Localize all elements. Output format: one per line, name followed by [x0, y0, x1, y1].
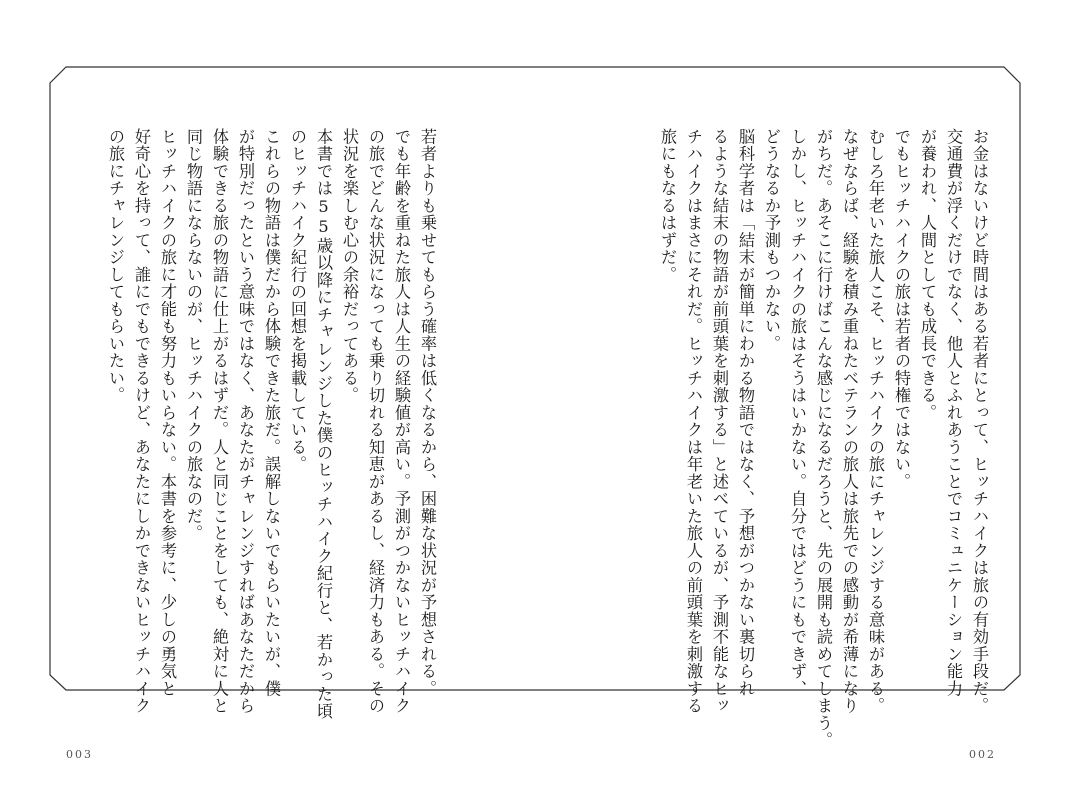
text-line: 若者よりも乗せてもらう確率は低くなるから、困難な状況が予想される。 [418, 128, 437, 698]
text-line: むしろ年老いた旅人こそ、ヒッチハイクの旅にチャレンジする意味がある。 [866, 128, 885, 715]
text-line: 同じ物語にならないのが、ヒッチハイクの旅なのだ。 [184, 128, 203, 542]
text-line: チハイクはまさにそれだ。ヒッチハイクは年老いた旅人の前頭葉を刺激する [684, 128, 703, 715]
text-line: 旅にもなるはずだ。 [658, 128, 677, 284]
text-line: しかし、ヒッチハイクの旅はそうはいかない。自分ではどうにもできず、 [788, 128, 807, 698]
text-line: どうなるか予測もつかない。 [762, 128, 781, 353]
text-line: の旅でどんな状況になっても乗り切れる知恵があるし、経済力もある。その [366, 128, 385, 715]
text-line: 好奇心を持って、誰にでもできるけど、あなたにしかできないヒッチハイク [132, 128, 151, 715]
page-number-right: 002 [969, 748, 996, 761]
text-line: 本書では55歳以降にチャレンジした僕のヒッチハイク紀行と、若かった頃 [314, 128, 333, 721]
text-line: 交通費が浮くだけでなく、他人とふれあうことでコミュニケーション能力 [944, 128, 963, 698]
text-line: なぜならば、経験を積み重ねたベテランの旅人は旅先での感動が希薄になり [840, 128, 859, 715]
text-line: お金はないけど時間はある若者にとって、ヒッチハイクは旅の有効手段だ。 [970, 128, 989, 715]
left-page-text [102, 128, 440, 721]
right-page-text [654, 128, 992, 749]
text-line: ヒッチハイクの旅に才能も努力もいらない。本書を参考に、少しの勇気と [158, 128, 177, 698]
text-line: 状況を楽しむ心の余裕だってある。 [340, 128, 359, 404]
text-line: 脳科学者は「結末が簡単にわかる物語ではなく、予想がつかない裏切られ [736, 128, 755, 698]
text-line: が養われ、人間としても成長できる。 [918, 128, 937, 422]
text-line: の旅にチャレンジしてもらいたい。 [106, 128, 125, 404]
text-line: 体験できる旅の物語に仕上がるはずだ。人と同じことをしても、絶対に人と [210, 128, 229, 715]
text-line: るような結末の物語が前頭葉を刺激する」と述べているが、予測不能なヒッ [710, 128, 729, 715]
page-number-left: 003 [66, 748, 93, 761]
text-line: これらの物語は僕だから体験できた旅だ。誤解しないでもらいたいが、僕 [262, 128, 281, 698]
text-line: がちだ。あそこに行けばこんな感じになるだろうと、先の展開も読めてしまう。 [814, 128, 833, 749]
text-line: のヒッチハイク紀行の回想を掲載している。 [288, 128, 307, 473]
text-line: が特別だったという意味ではなく、あなたがチャレンジすればあなただから [236, 128, 255, 715]
text-line: でも年齢を重ねた旅人は人生の経験値が高い。予測がつかないヒッチハイク [392, 128, 411, 715]
text-line: でもヒッチハイクの旅は若者の特権ではない。 [892, 128, 911, 491]
